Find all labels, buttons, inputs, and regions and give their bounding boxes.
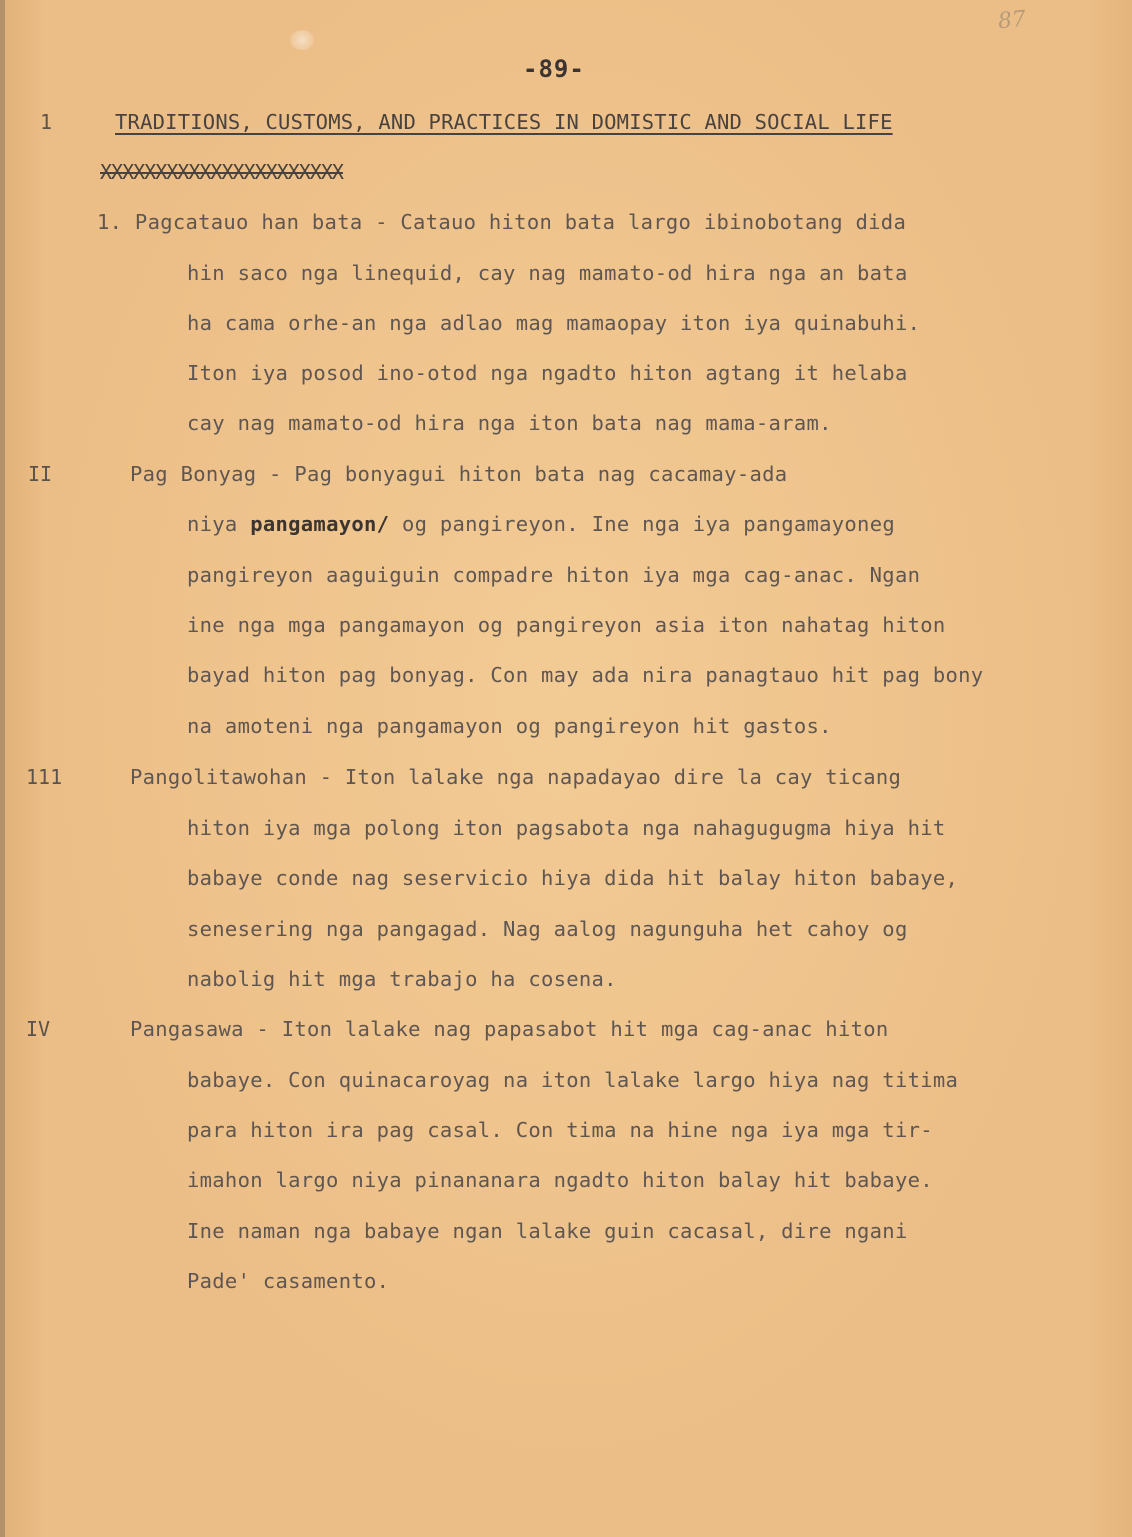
page-number: -89- — [523, 55, 585, 83]
section-1-line-1: 1. Pagcatauo han bata - Catauo hiton bata largo ibinobotang dida — [97, 210, 907, 234]
section-2-line-1: Pag Bonyag - Pag bonyagui hiton bata nag cacamay-ada — [130, 462, 788, 486]
section-2-line-6: na amoteni nga pangamayon og pangireyon hit gastos. — [187, 714, 832, 738]
page-edge-shadow — [0, 0, 5, 1537]
struck-out-line: XXXXXXXXXXXXXXXXXXXXXX — [100, 160, 343, 184]
section-2-line-2-prefix: niya — [187, 512, 251, 536]
section-4-line-1: Pangasawa - Iton lalake nag papasabot hit mga cag-anac hiton — [130, 1017, 889, 1041]
section-2-line-2-rest: og pangireyon. Ine nga iya pangamayoneg — [401, 512, 895, 536]
section-2-line-2 — [187, 512, 895, 536]
struck-word: pangamayon/ — [250, 512, 390, 536]
section-3-line-3: babaye conde nag seservicio hiya dida hit balay hiton babaye, — [187, 866, 959, 890]
section-1-line-2: hin saco nga linequid, cay nag mamato-od hira nga an bata — [187, 261, 908, 285]
section-4-line-6: Pade' casamento. — [187, 1269, 390, 1293]
paper-stain — [290, 30, 314, 50]
heading-marker: 1 — [40, 110, 53, 134]
section-4-marker: IV — [26, 1017, 51, 1041]
section-1-line-3: ha cama orhe-an nga adlao mag mamaopay iton iya quinabuhi. — [187, 311, 921, 335]
pencil-page-number: 87 — [996, 6, 1028, 35]
section-3-line-4: senesering nga pangagad. Nag aalog nagunguha het cahoy og — [187, 917, 908, 941]
section-1-line-4: Iton iya posod ino-otod nga ngadto hiton agtang it helaba — [187, 361, 908, 385]
section-2-line-3: pangireyon aaguiguin compadre hiton iya mga cag-anac. Ngan — [187, 563, 921, 587]
section-4-line-2: babaye. Con quinacaroyag na iton lalake largo hiya nag titima — [187, 1068, 959, 1092]
section-4-line-4: imahon largo niya pinananara ngadto hiton balay hit babaye. — [187, 1168, 933, 1192]
section-4-line-5: Ine naman nga babaye ngan lalake guin cacasal, dire ngani — [187, 1219, 908, 1243]
section-2-line-5: bayad hiton pag bonyag. Con may ada nira panagtauo hit pag bony — [187, 663, 984, 687]
section-4-line-3: para hiton ira pag casal. Con tima na hine nga iya mga tir- — [187, 1118, 933, 1142]
section-1-line-5: cay nag mamato-od hira nga iton bata nag mama-aram. — [187, 411, 832, 435]
section-3-line-5: nabolig hit mga trabajo ha cosena. — [187, 967, 617, 991]
section-2-marker: II — [28, 462, 53, 486]
section-2-line-4: ine nga mga pangamayon og pangireyon asia iton nahatag hiton — [187, 613, 946, 637]
document-heading: TRADITIONS, CUSTOMS, AND PRACTICES IN DOMISTIC AND SOCIAL LIFE — [115, 110, 893, 134]
section-3-marker: 111 — [26, 765, 63, 789]
section-3-line-2: hiton iya mga polong iton pagsabota nga nahagugugma hiya hit — [187, 816, 946, 840]
section-3-line-1: Pangolitawohan - Iton lalake nga napadayao dire la cay ticang — [130, 765, 902, 789]
